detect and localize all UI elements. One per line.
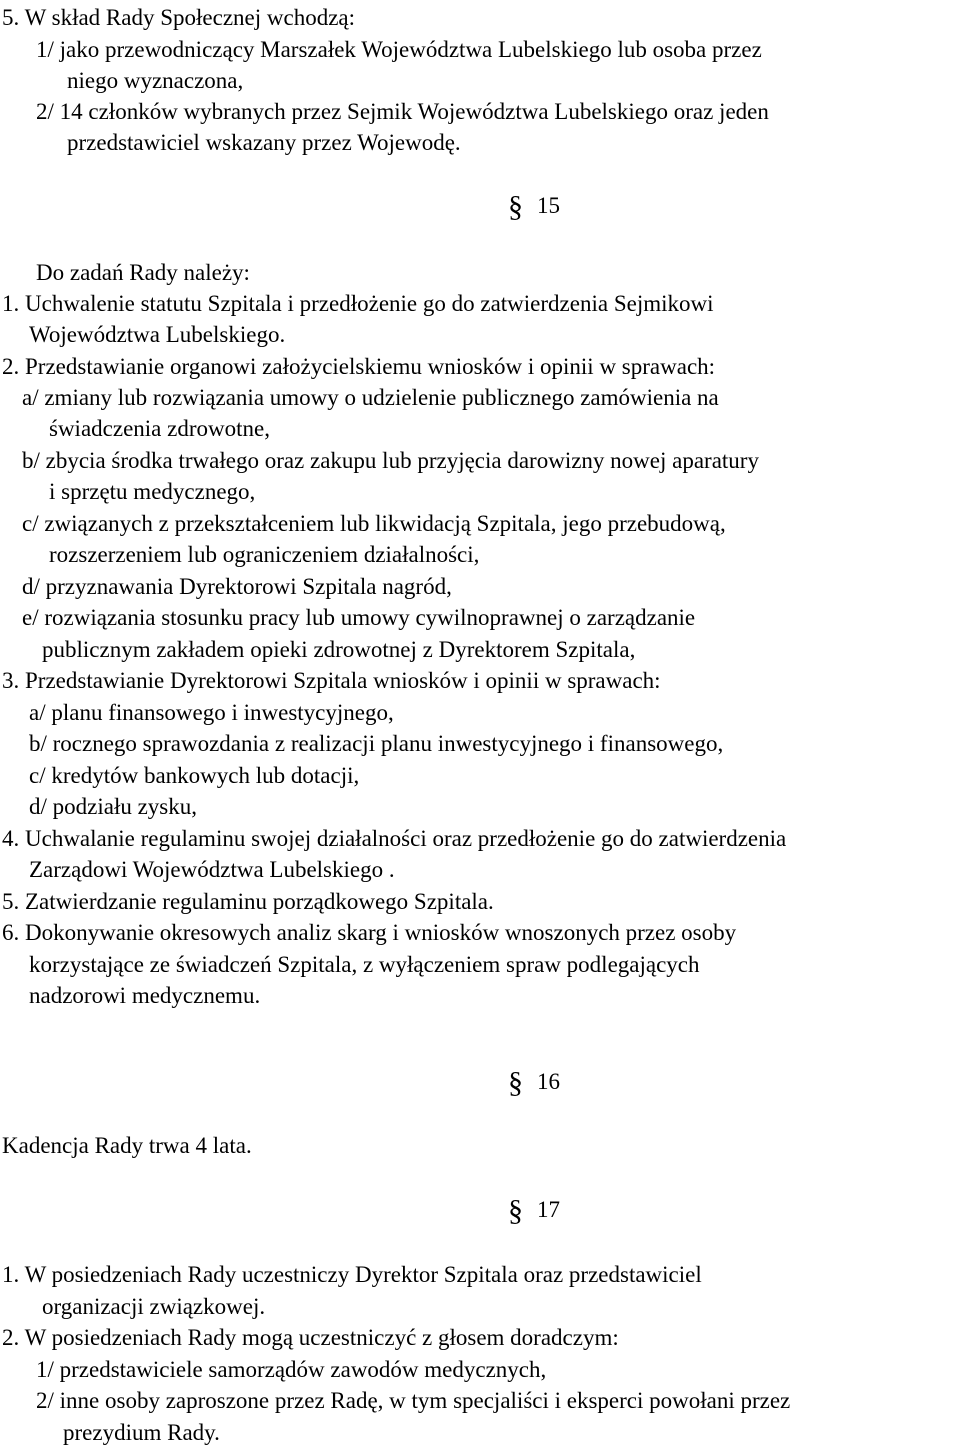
p15-item2-a: a/ zmiany lub rozwiązania umowy o udzielenie publicznego zamówienia na	[22, 385, 719, 410]
section-16-heading	[508, 1067, 560, 1098]
p14-item5-sub2: 2/ 14 członków wybranych przez Sejmik Województwa Lubelskiego oraz jeden	[36, 99, 769, 124]
p15-item4: 4. Uchwalanie regulaminu swojej działalności oraz przedłożenie go do zatwierdzenia	[2, 826, 787, 851]
p15-item2-d: d/ przyznawania Dyrektorowi Szpitala nagród,	[22, 574, 452, 599]
p17-item2: 2. W posiedzeniach Rady mogą uczestniczyć z głosem doradczym:	[2, 1325, 619, 1350]
p17-item2-sub2: 2/ inne osoby zaproszone przez Radę, w tym specjaliści i eksperci powołani przez	[36, 1388, 791, 1413]
p14-item5-sub2-cont: przedstawiciel wskazany przez Wojewodę.	[67, 130, 461, 155]
section-15-heading	[508, 191, 560, 222]
p17-item2-sub1: 1/ przedstawiciele samorządów zawodów medycznych,	[36, 1357, 547, 1382]
p15-item6-cont2: nadzorowi medycznemu.	[29, 983, 261, 1008]
p15-item2-e-cont: publicznym zakładem opieki zdrowotnej z Dyrektorem Szpitala,	[42, 637, 636, 662]
p15-item2-c-cont: rozszerzeniem lub ograniczeniem działalności,	[49, 542, 480, 567]
section-15-number: 15	[537, 193, 560, 218]
p14-item5-heading: 5. W skład Rady Społecznej wchodzą:	[2, 5, 356, 30]
section-16-number: 16	[537, 1069, 560, 1094]
p14-item5-sub1: 1/ jako przewodniczący Marszałek Województwa Lubelskiego lub osoba przez	[36, 37, 762, 62]
p15-item6-cont1: korzystające ze świadczeń Szpitala, z wyłączeniem spraw podlegających	[29, 952, 700, 977]
section-17-heading	[508, 1195, 560, 1226]
p15-item2-e: e/ rozwiązania stosunku pracy lub umowy cywilnoprawnej o zarządzanie	[22, 605, 696, 630]
p16-text: Kadencja Rady trwa 4 lata.	[2, 1133, 252, 1158]
section-symbol: §	[508, 1066, 523, 1099]
section-symbol: §	[508, 1194, 523, 1227]
p15-item3-d: d/ podziału zysku,	[29, 794, 197, 819]
p15-intro: Do zadań Rady należy:	[36, 260, 250, 285]
p15-item3: 3. Przedstawianie Dyrektorowi Szpitala wniosków i opinii w sprawach:	[2, 668, 661, 693]
p15-item3-c: c/ kredytów bankowych lub dotacji,	[29, 763, 360, 788]
p14-item5-sub1-cont: niego wyznaczona,	[67, 68, 244, 93]
p15-item3-a: a/ planu finansowego i inwestycyjnego,	[29, 700, 394, 725]
p17-item2-sub2-cont: prezydium Rady.	[63, 1420, 220, 1445]
p15-item1: 1. Uchwalenie statutu Szpitala i przedłożenie go do zatwierdzenia Sejmikowi	[2, 291, 714, 316]
p15-item2-c: c/ związanych z przekształceniem lub likwidacją Szpitala, jego przebudową,	[22, 511, 726, 536]
p15-item2-b-cont: i sprzętu medycznego,	[49, 479, 256, 504]
section-symbol: §	[508, 190, 523, 223]
p17-item1-cont: organizacji związkowej.	[42, 1294, 266, 1319]
p17-item1: 1. W posiedzeniach Rady uczestniczy Dyrektor Szpitala oraz przedstawiciel	[2, 1262, 702, 1287]
p15-item4-cont: Zarządowi Województwa Lubelskiego .	[29, 857, 395, 882]
p15-item5: 5. Zatwierdzanie regulaminu porządkowego Szpitala.	[2, 889, 494, 914]
p15-item1-cont: Województwa Lubelskiego.	[29, 322, 286, 347]
p15-item3-b: b/ rocznego sprawozdania z realizacji planu inwestycyjnego i finansowego,	[29, 731, 724, 756]
p15-item2-b: b/ zbycia środka trwałego oraz zakupu lub przyjęcia darowizny nowej aparatury	[22, 448, 759, 473]
p15-item2-a-cont: świadczenia zdrowotne,	[49, 416, 270, 441]
p15-item2: 2. Przedstawianie organowi założycielskiemu wniosków i opinii w sprawach:	[2, 354, 716, 379]
p15-item6: 6. Dokonywanie okresowych analiz skarg i wniosków wnoszonych przez osoby	[2, 920, 737, 945]
section-17-number: 17	[537, 1197, 560, 1222]
